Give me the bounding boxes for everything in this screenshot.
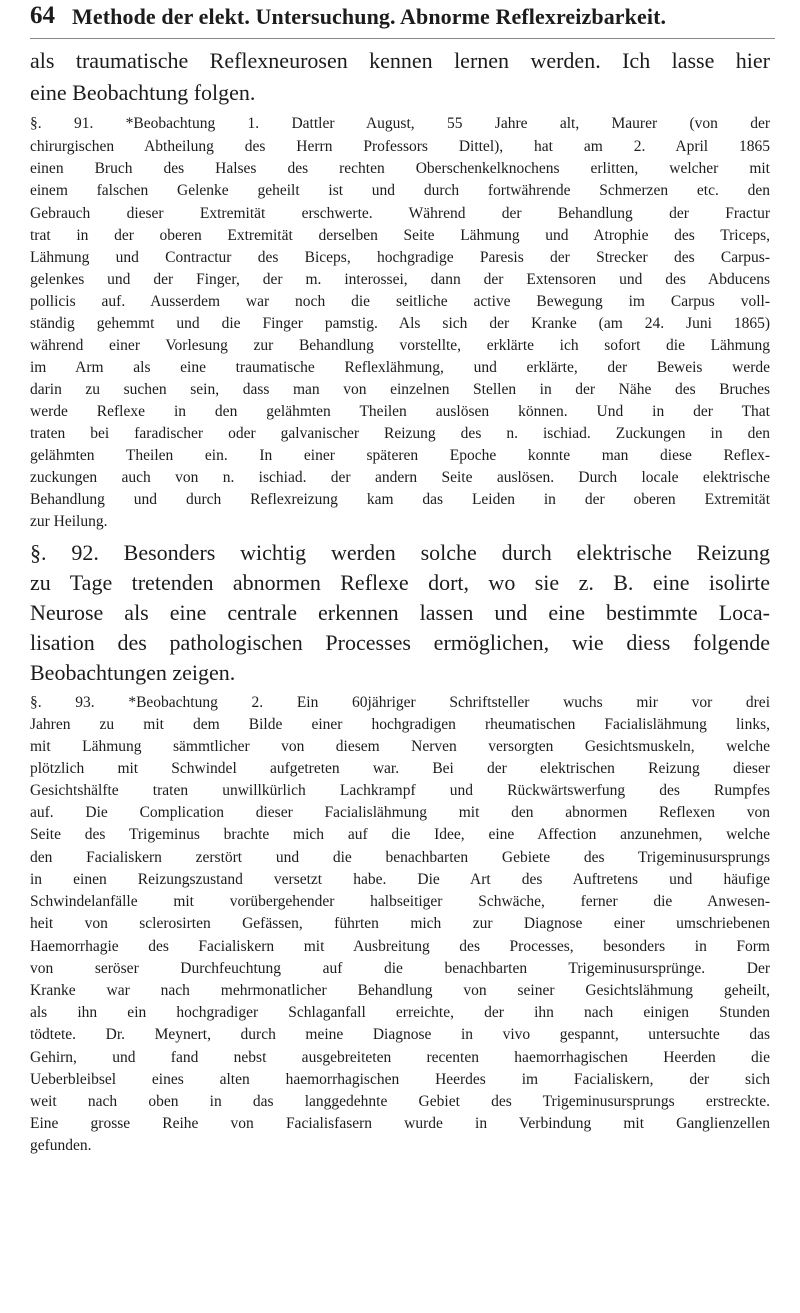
text-line: einen Bruch des Halses des rechten Oberschenkelknochens erlitten, welcher mit <box>30 160 770 177</box>
running-title: Methode der elekt. Untersuchung. Abnorme Reflexreizbarkeit. <box>72 4 667 29</box>
text-line: zu Tage tretenden abnormen Reflexe dort, wo sie z. B. eine isolirte <box>30 570 770 595</box>
text-line: trat in der oberen Extremität derselben Seite Lähmung und Atrophie des Triceps, <box>30 227 770 244</box>
text-line: lisation des pathologischen Processes ermöglichen, wie diess folgende <box>30 630 770 655</box>
text-line: als ihn ein hochgradiger Schlaganfall erreichte, der ihn nach einigen Stunden <box>30 1004 770 1021</box>
text-line: von seröser Durchfeuchtung auf die benachbarten Trigeminusursprünge. Der <box>30 960 770 977</box>
text-line: im Arm als eine traumatische Reflexlähmung, und erklärte, der Beweis werde <box>30 359 770 376</box>
text-line: Ueberbleibsel eines alten haemorrhagischen Heerdes im Facialiskern, der sich <box>30 1071 770 1088</box>
text-line: darin zu suchen sein, dass man von einzelnen Stellen in der Nähe des Bruches <box>30 381 770 398</box>
text-line: eine Beobachtung folgen. <box>30 80 256 105</box>
text-line: plötzlich mit Schwindel aufgetreten war. Bei der elektrischen Reizung dieser <box>30 760 770 777</box>
text-line: ständig gehemmt und die Finger pamstig. Als sich der Kranke (am 24. Juni 1865) <box>30 315 770 332</box>
text-line: zuckungen auch von n. ischiad. der andern Seite auslösen. Durch locale elektrische <box>30 469 770 486</box>
text-line: Behandlung und durch Reflexreizung kam das Leiden in der oberen Extremität <box>30 491 770 508</box>
text-line: Kranke war nach mehrmonatlicher Behandlung von seiner Gesichtslähmung geheilt, <box>30 982 770 999</box>
text-line: heit von sclerosirten Gefässen, führten mich zur Diagnose einer umschriebenen <box>30 915 770 932</box>
text-line: Gehirn, und fand nebst ausgebreiteten recenten haemorrhagischen Heerden die <box>30 1049 770 1066</box>
text-line: Gebrauch dieser Extremität erschwerte. Während der Behandlung der Fractur <box>30 205 770 222</box>
text-line: Seite des Trigeminus brachte mich auf die Idee, eine Affection anzunehmen, welche <box>30 826 770 843</box>
text-line: Eine grosse Reihe von Facialisfasern wurde in Verbindung mit Ganglienzellen <box>30 1115 770 1132</box>
page-number: 64 <box>30 2 55 29</box>
text-line: gefunden. <box>30 1137 92 1154</box>
text-line: gelenkes und der Finger, der m. interossei, dann der Extensoren und des Abducens <box>30 271 770 288</box>
text-line: mit Lähmung sämmtlicher von diesem Nerven versorgten Gesichtsmuskeln, welche <box>30 738 770 755</box>
text-line: traten bei faradischer oder galvanischer Reizung des n. ischiad. Zuckungen in den <box>30 425 770 442</box>
text-line: Neurose als eine centrale erkennen lassen und eine bestimmte Loca- <box>30 600 770 625</box>
text-line: Gesichtshälfte traten unwillkürlich Lachkrampf und Rückwärtswerfung des Rumpfes <box>30 782 770 799</box>
text-line: den Facialiskern zerstört und die benachbarten Gebiete des Trigeminusursprungs <box>30 849 770 866</box>
text-line: Jahren zu mit dem Bilde einer hochgradigen rheumatischen Facialislähmung links, <box>30 716 770 733</box>
text-line: zur Heilung. <box>30 513 108 530</box>
text-line: §. 92. Besonders wichtig werden solche durch elektrische Reizung <box>30 540 770 565</box>
text-line: §. 91. *Beobachtung 1. Dattler August, 55 Jahre alt, Maurer (von der <box>30 115 770 132</box>
text-line: Haemorrhagie des Facialiskern mit Ausbreitung des Processes, besonders in Form <box>30 938 770 955</box>
text-line: gelähmten Theilen ein. In einer späteren Epoche konnte man diese Reflex- <box>30 447 770 464</box>
text-line: weit nach oben in das langgedehnte Gebiet des Trigeminusursprungs erstreckte. <box>30 1093 770 1110</box>
text-line: tödtete. Dr. Meynert, durch meine Diagnose in vivo gespannt, untersuchte das <box>30 1026 770 1043</box>
text-line: Schwindelanfälle mit vorübergehender halbseitiger Schwäche, ferner die Anwesen- <box>30 893 770 910</box>
text-line: einem falschen Gelenke geheilt ist und durch fortwährende Schmerzen etc. den <box>30 182 770 199</box>
text-line: Lähmung und Contractur des Biceps, hochgradige Paresis der Strecker des Carpus- <box>30 249 770 266</box>
text-line: chirurgischen Abtheilung des Herrn Professors Dittel), hat am 2. April 1865 <box>30 138 770 155</box>
running-head <box>30 0 775 39</box>
text-line: in einen Reizungszustand versetzt habe. Die Art des Auftretens und häufige <box>30 871 770 888</box>
text-line: pollicis auf. Ausserdem war noch die seitliche active Bewegung im Carpus voll- <box>30 293 770 310</box>
text-line: als traumatische Reflexneurosen kennen lernen werden. Ich lasse hier <box>30 48 770 73</box>
text-line: werde Reflexe in den gelähmten Theilen auslösen können. Und in der That <box>30 403 770 420</box>
text-line: Beobachtungen zeigen. <box>30 660 236 685</box>
text-line: §. 93. *Beobachtung 2. Ein 60jähriger Schriftsteller wuchs mir vor drei <box>30 694 770 711</box>
text-line: auf. Die Complication dieser Facialislähmung mit den abnormen Reflexen von <box>30 804 770 821</box>
text-line: während einer Vorlesung zur Behandlung vorstellte, erklärte ich sofort die Lähmung <box>30 337 770 354</box>
